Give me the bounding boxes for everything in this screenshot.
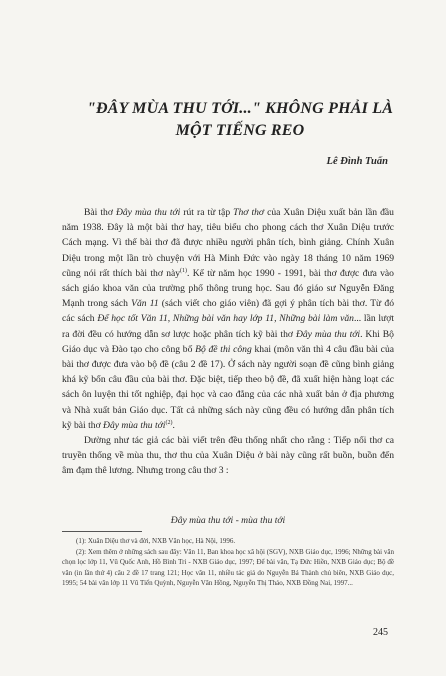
article-title [70,98,410,142]
text-run: . Kể từ năm học 1990 - 1991, bài thơ được đưa vào sách giáo khoa văn của trường phổ thông trung học. Sau đó giáo sư Nguyễn Đăng Mạnh trong sách [62,267,394,310]
text-run: rút ra từ tập [180,207,234,218]
text-run: Bài thơ [84,207,116,218]
exam-book-ref: Bộ đề thi công [195,343,252,355]
text-run: . Khi Bộ Giáo dục và Đào tạo cho công bố [62,328,394,355]
text-run: ... lần lượt ra đời đều có hướng dẫn sơ lược hoặc phân tích kỹ bài thơ [62,313,394,340]
author-name: Lê Đình Tuấn [326,156,388,167]
footnote-ref-2: (2) [165,419,173,426]
text-run: khai (môn văn thì 4 câu đầu bài của bài thơ được đưa vào bộ đề (câu 2 đề 17). Ở sách này người soạn đề cũng bình giảng khá kỹ bốn câu đầu của bài thơ. Đặc biệt, tiếp theo bộ đề, đã xuất hiện hàng loạt các sách ôn luyện thi tốt nghiệp, đại học và cao đẳng của các nhà xuất bản ở địa phương và Nhà xuất bản Giáo dục. Tất cả những sách này cũng đều có hướng dẫn phân tích kỹ bài thơ [62,343,395,431]
footnote-ref-1: (1) [180,267,188,274]
verse-line: Đây mùa thu tới - mùa thu tới [170,515,286,526]
page-number: 245 [373,627,388,638]
book-title-ref: Văn 11 [131,298,159,310]
footnote-1: (1): Xuân Diệu thơ và đời, NXB Văn học, Hà Nội, 1996. [76,537,236,545]
footnote-divider [62,531,142,532]
title-line-1: "ĐÂY MÙA THU TỚI..." KHÔNG PHẢI LÀ [86,100,394,117]
poem-title-ref: Đây mùa thu tới [115,207,181,218]
collection-title-ref: Thơ thơ [233,207,265,218]
poem-title-ref: Đây mùa thu tới [295,328,361,340]
footnotes [62,536,394,589]
book-titles-ref: Để học tốt Văn 11, Những bài văn hay lớp 11, Những bài làm văn [97,313,354,325]
poem-title-ref: Đây mùa thu tới [103,419,166,431]
text-run: . [172,419,175,431]
article-body [62,205,394,479]
footnote-2: (2): Xem thêm ở những sách sau đây: Văn 11, Ban khoa học xã hội (SGV), NXB Giáo dục, 1996; Những bài văn chọn lọc lớp 11, Vũ Quốc Anh, Hồ Bình Tri - NXB Giáo dục, 1997; Để bài văn, Tạ Đức Hiền, NXB Giáo dục; Bộ đề văn (in lần thứ 4) câu 2 đề 17 trang 121; Học văn 11, nhiều tác giả do Nguyễn Bá Thành chủ biên, NXB Giáo dục, 1995; 54 bài văn lớp 11 Vũ Tiến Quỳnh, Nguyễn Văn Hồng, Nguyễn Thị Thảo, NXB Đồng Nai, 1997... [62,547,394,588]
text-run: (sách viết cho giáo viên) đã gợi ý phân tích bài thơ. Từ đó các sách [62,298,394,325]
title-line-2: MỘT TIẾNG REO [175,122,305,139]
text-run: của Xuân Diệu xuất bản lần đầu năm 1938. Đây là một bài thơ hay, tiêu biểu cho phong cách thơ Xuân Diệu trước Cách mạng. Vì thế bài thơ đã được nhiều người phân tích, bình giảng. Chính Xuân Diệu trong một lần trò chuyện với Hà Minh Đức vào ngày 18 tháng 10 năm 1969 cũng nói rất thích bài thơ này [62,207,394,279]
paragraph-1 [62,205,394,433]
paragraph-2: Dường như tác giả các bài viết trên đều thống nhất cho rằng : Tiếp nối thơ ca truyền thống về mùa thu, thơ thu của Xuân Diệu ở bài này cũng rất buồn, buồn đến âm đạm thê lương. Nhưng trong câu thơ 3 : [62,435,394,477]
